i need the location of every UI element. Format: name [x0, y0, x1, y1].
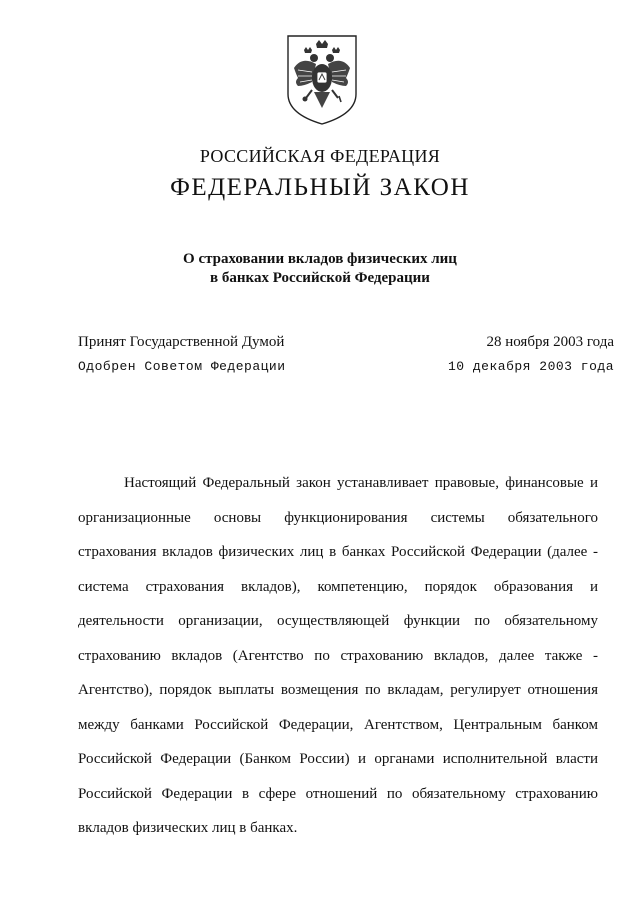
- approved-label: Одобрен Советом Федерации: [78, 359, 286, 374]
- adopted-date: 28 ноября 2003 года: [486, 334, 614, 350]
- russian-coat-of-arms-icon: [286, 34, 358, 126]
- law-title: [0, 250, 640, 288]
- country-heading: РОССИЙСКАЯ ФЕДЕРАЦИЯ: [199, 146, 441, 166]
- law-title-line-2: в банках Российской Федерации: [210, 270, 430, 286]
- approved-date: 10 декабря 2003 года: [447, 359, 614, 374]
- body-paragraph: Настоящий Федеральный закон устанавливает правовые, финансовые и организационные основы функционирования системы обязательного страхования вкладов физических лиц в банках Российской Федерации (далее - система страхования вкладов), компетенцию, порядок образования и деятельности организации, осуществляющей функции по обязательному страхованию вкладов (Агентство по страхованию вкладов, далее также - Агентство), порядок выплаты возмещения по вкладам, регулирует отношения между банками Российской Федерации, Агентством, Центральным банком Российской Федерации (Банком России) и органами исполнительной власти Российской Федерации в сфере отношений по обязательному страхованию вкладов физических лиц в банках.: [78, 475, 598, 836]
- adopted-label: Принят Государственной Думой: [78, 334, 285, 350]
- law-type-heading: ФЕДЕРАЛЬНЫЙ ЗАКОН: [170, 174, 470, 201]
- law-title-line-1: О страховании вкладов физических лиц: [183, 251, 457, 267]
